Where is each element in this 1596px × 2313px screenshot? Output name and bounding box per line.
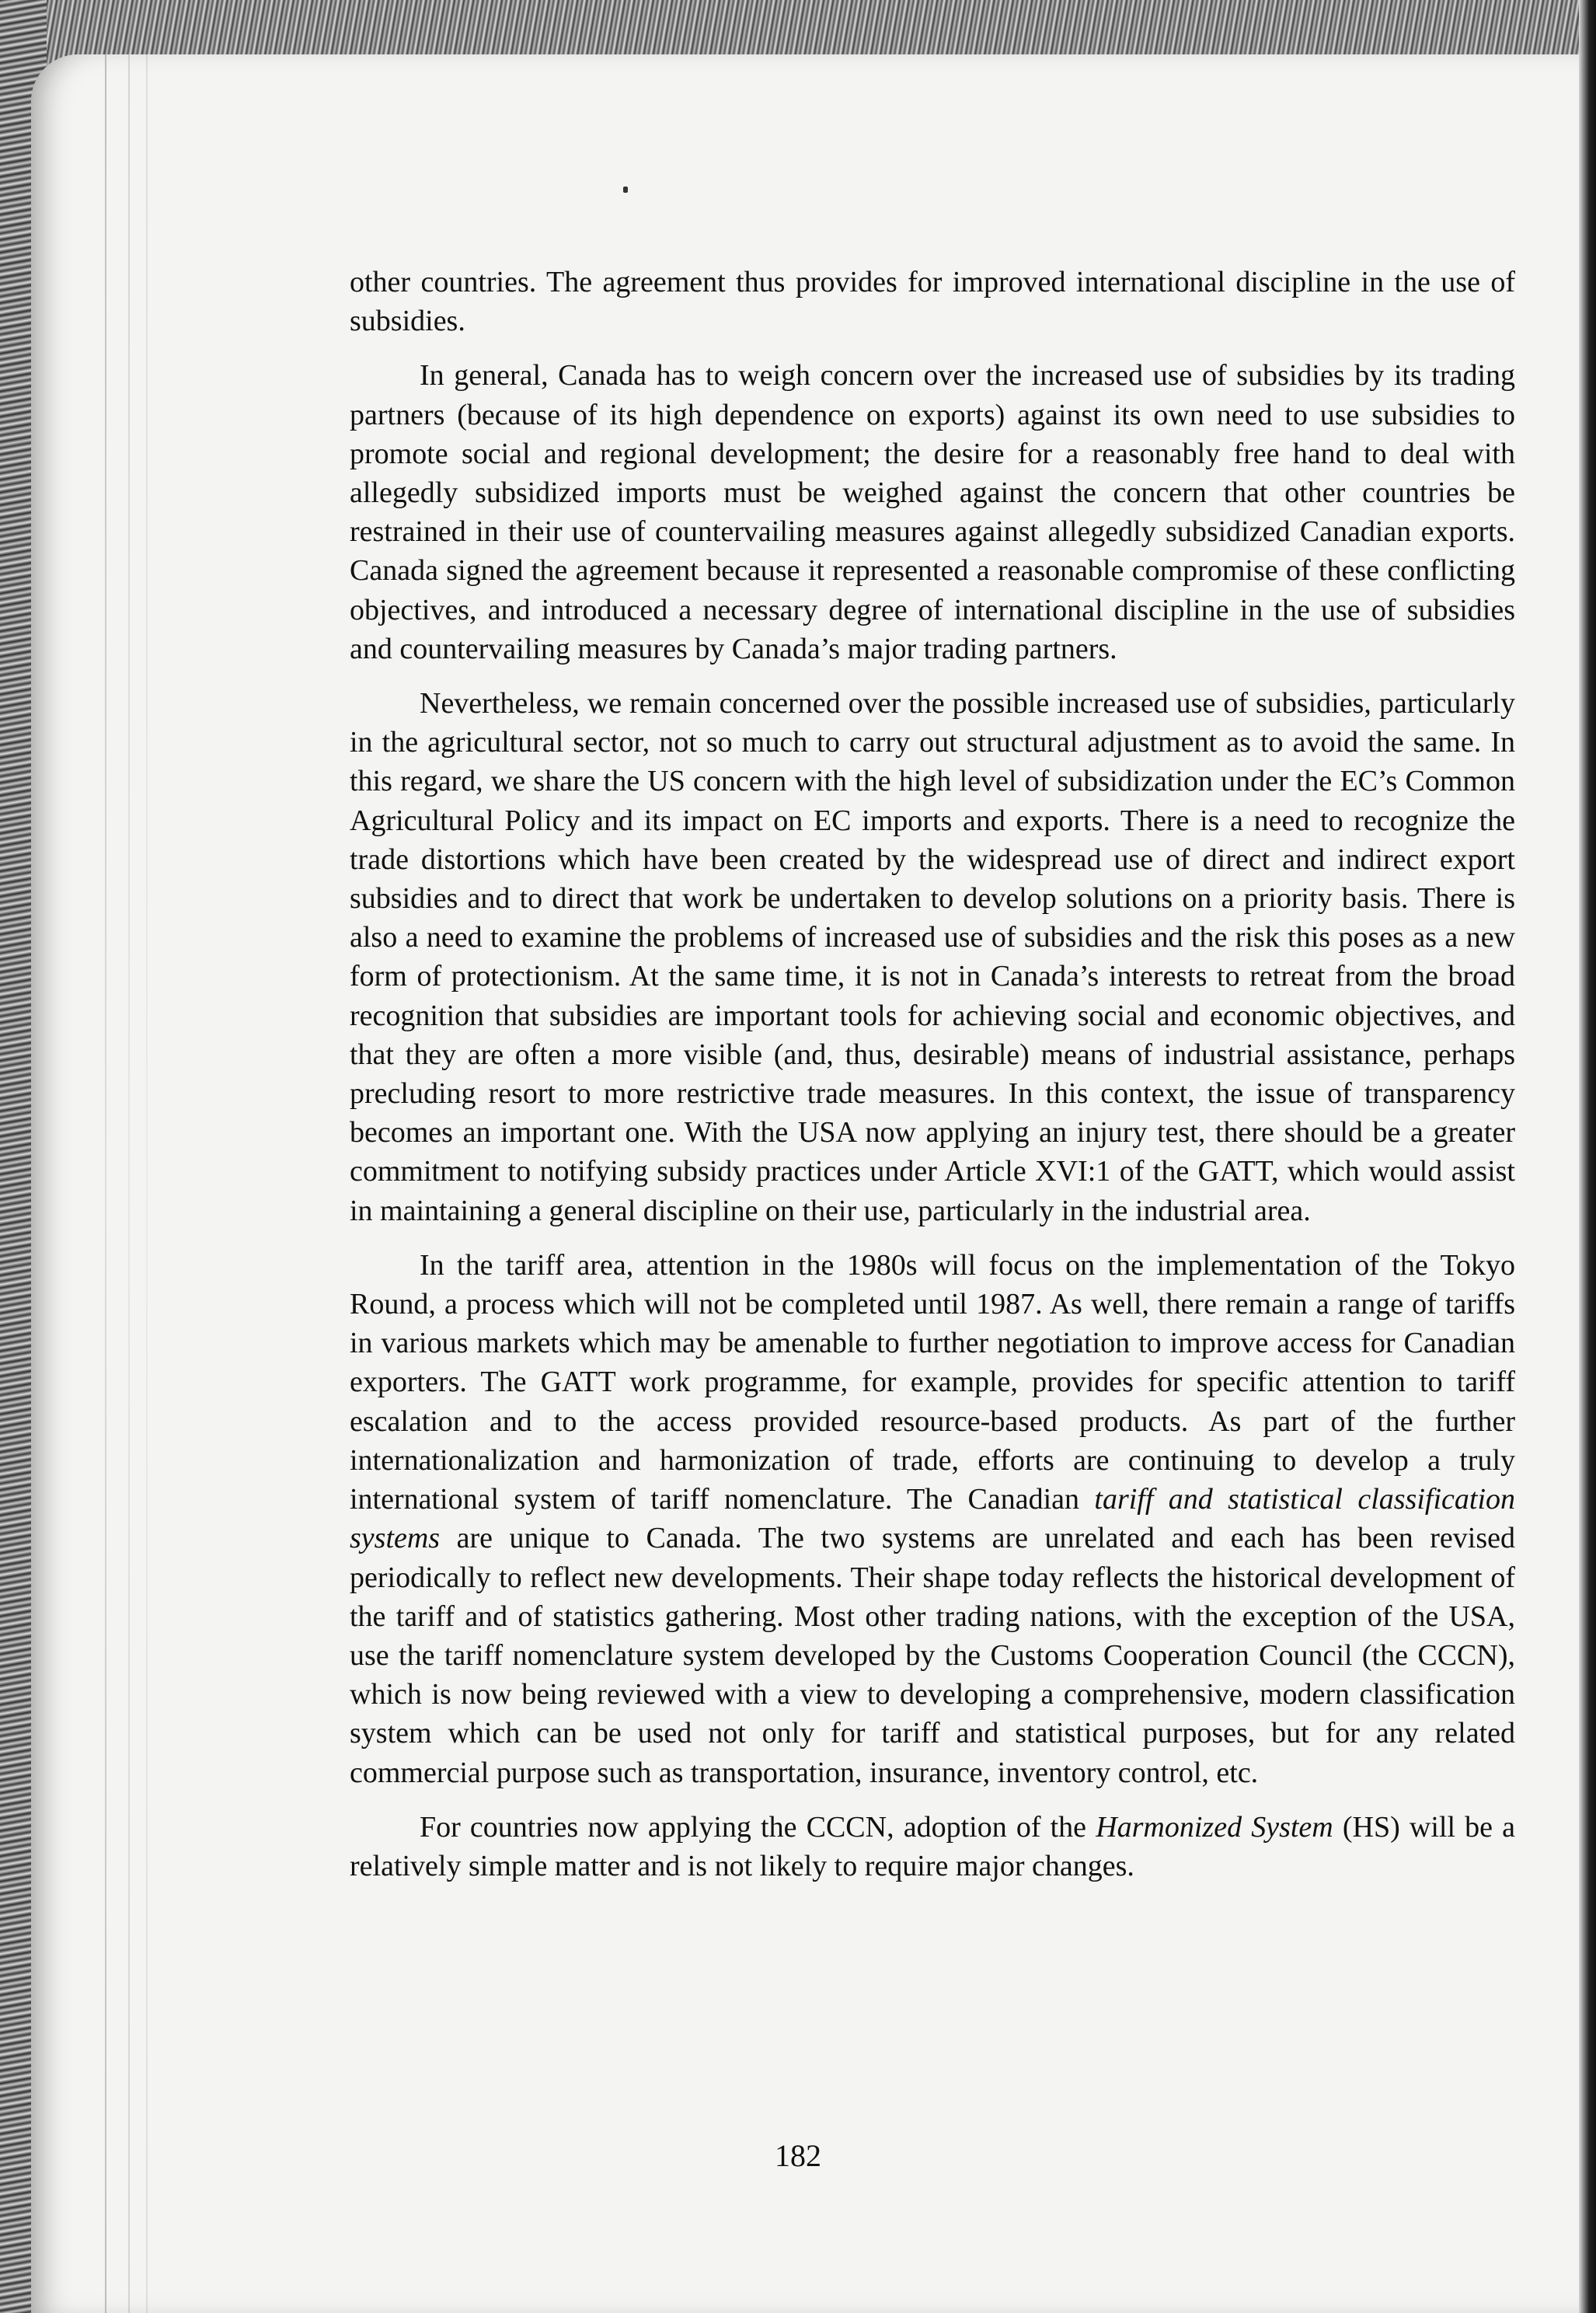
text-segment: For countries now applying the CCCN, adoption of the [420,1810,1096,1844]
gutter-line [146,54,148,2313]
paragraph [350,684,1515,1230]
italic-term: Harmonized System [1096,1810,1333,1844]
scan-right-edge [1579,0,1596,2313]
text-segment: Nevertheless, we remain concerned over the possible increased use of subsidies, particularly in the agricultural sector, not so much to carry out structural adjustment as to avoid the same. In this regard, we share the US concern with the high level of subsidization under the EC’s Common Agricultural Policy and its impact on EC imports and exports. There is a need to recognize the trade distortions which have been created by the widespread use of direct and indirect export subsidies and to direct that work be undertaken to develop solutions on a priority basis. There is also a need to examine the problems of increased use of subsidies and the risk this poses as a new form of protectionism. At the same time, it is not in Canada’s interests to retreat from the broad recognition that subsidies are important tools for achieving social and economic objectives, and that they are often a more visible (and, thus, desirable) means of industrial assistance, perhaps precluding resort to more restrictive trade measures. In this context, the issue of transparency becomes an important one. With the USA now applying an injury test, there should be a greater commitment to notifying subsidy practices under Article XVI:1 of the GATT, which would assist in maintaining a general discipline on their use, particularly in the industrial area. [350,687,1515,1227]
paragraph [350,1808,1515,1886]
text-segment: In the tariff area, attention in the 1980s will focus on the implementation of the Tokyo Round, a process which will not be completed until 1987. As well, there remain a range of tariffs in various markets which may be amenable to further negotiation to improve access for Canadian exporters. The GATT work programme, for example, provides for specific attention to tariff escalation and to the access provided resource-based products. As part of the further internationalization and harmonization of trade, efforts are continuing to develop a truly international system of tariff nomenclature. The Canadian [350,1248,1515,1516]
paragraph [350,356,1515,668]
body-text [350,263,1515,1901]
text-segment: other countries. The agreement thus provides for improved international discipline in the use of subsidies. [350,266,1515,338]
gutter-line [105,54,106,2313]
gutter-line [128,54,130,2313]
text-segment: In general, Canada has to weigh concern over the increased use of subsidies by its trading partners (because of its high dependence on exports) against its own need to use subsidies to promote social and regional development; the desire for a reasonably free hand to deal with allegedly subsidized imports must be weighed against the concern that other countries be restrained in their use of countervailing measures against allegedly subsidized Canadian exports. Canada signed the agreement because it represented a reasonable compromise of these conflicting objectives, and introduced a necessary degree of international discipline in the use of subsidies and countervailing measures by Canada’s major trading partners. [350,359,1515,665]
paragraph [350,1246,1515,1792]
text-segment: are unique to Canada. The two systems are unrelated and each has been revised periodically to reflect new developments. Their shape today reflects the historical development of the tariff and of statistics gathering. Most other trading nations, with the exception of the USA, use the tariff nomenclature system developed by the Customs Cooperation Council (the CCCN), which is now being reviewed with a view to developing a comprehensive, modern classification system which can be used not only for tariff and statistical purposes, but for any related commercial purpose such as transportation, insurance, inventory control, etc. [350,1522,1515,1789]
paragraph [350,263,1515,340]
page-number: 182 [775,2138,821,2173]
italic-term: tariff and statistical classification systems [350,1483,1515,1555]
text-segment: (HS) will be a relatively simple matter and is not likely to require major changes. [350,1810,1516,1882]
scan-speck [623,187,628,193]
